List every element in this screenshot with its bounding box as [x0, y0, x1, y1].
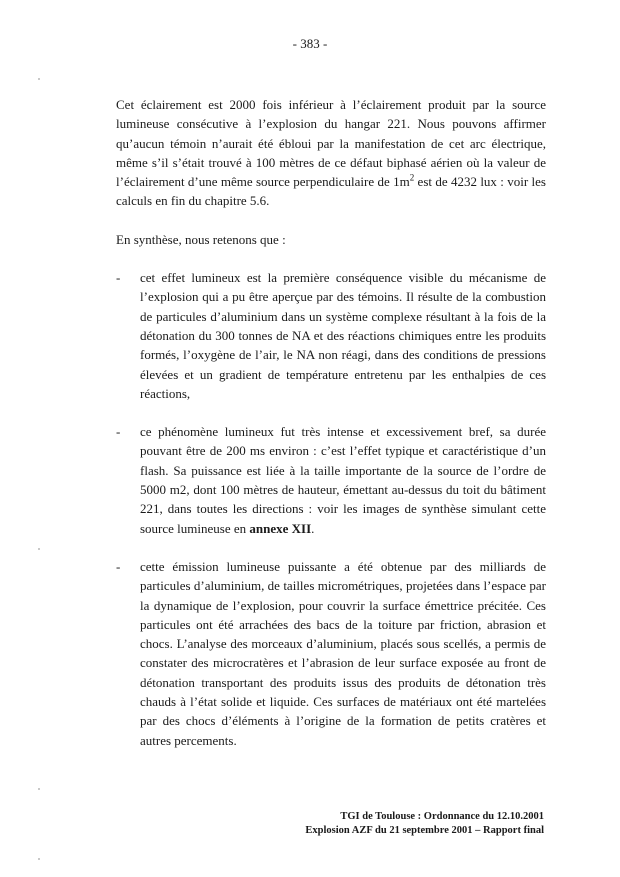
- document-body: [116, 95, 546, 769]
- margin-mark: [38, 788, 40, 790]
- list-item-text-end: .: [311, 520, 315, 536]
- synthesis-list: [116, 268, 546, 750]
- list-item: [116, 422, 546, 538]
- margin-mark: [38, 548, 40, 550]
- annex-reference: annexe XII: [249, 520, 312, 536]
- bullet-dash: -: [116, 270, 121, 286]
- page-footer: [305, 810, 544, 838]
- page-number: - 383 -: [292, 36, 328, 51]
- list-item-text: cette émission lumineuse puissante a été obtenue par des milliards de particules d’aluminium, de tailles micrométriques, projetées dans l’espace par la dynamique de l’explosion, pour couvrir la surface émettrice précitée. Ces particules ont été arrachées des bacs de la toiture par friction, abrasion et chocs. L’analyse des morceaux d’aluminium, placés sous scellés, a permis de constater des microcratères et l’abrasion de leur surface exposée au front de détonation transportant des produits issus des produits de détonation très chauds à l’état solide et liquide. Ces surfaces de matériaux ont été martelées par des chocs d’éléments à l’origine de la formation de petits cratères et autres percements.: [140, 558, 546, 748]
- paragraph-synthesis-intro: En synthèse, nous retenons que :: [116, 231, 286, 247]
- margin-mark: [38, 858, 40, 860]
- bullet-dash: -: [116, 424, 121, 440]
- paragraph-text: Cet éclairement est 2000 fois inférieur à l’éclairement produit par la source lumineuse consécutive à l’explosion du hangar 221. Nous pouvons affirmer qu’aucun témoin n’aurait été ébloui par la manifestation de cet arc électrique, même s’il s’était trouvé à 100 mètres de ce défaut biphasé aérien où la valeur de l’éclairement d’une même source perpendiculaire de 1m: [116, 97, 546, 190]
- bullet-dash: -: [116, 558, 121, 574]
- list-item-text: cet effet lumineux est la première conséquence visible du mécanisme de l’explosion qui a pu être aperçue par des témoins. Il résulte de la combustion de particules d’aluminium dans un système complexe résultant à la fois de la détonation du 300 tonnes de NA et des réactions chimiques entre les produits formés, l’oxygène de l’air, le NA non réagi, dans des conditions de pressions élevées et un gradient de température entretenu par les enthalpies de ces réactions,: [140, 270, 546, 401]
- paragraph-text-end: est de 4232 lux : voir les calculs en fin du chapitre 5.6.: [116, 174, 546, 209]
- margin-mark: [38, 78, 40, 80]
- list-item-text: ce phénomène lumineux fut très intense et excessivement bref, sa durée pouvant être de 200 ms environ : c’est l’effet typique et caractéristique d’un flash. Sa puissance est liée à la taille importante de la source de l’ordre de 5000 m2, dont 100 mètres de hauteur, émettant au-dessus du toit du bâtiment 221, dans toutes les directions : voir les images de synthèse simulant cette source lumineuse en: [140, 424, 546, 536]
- superscript-exponent: 2: [409, 172, 415, 183]
- list-item: [116, 557, 546, 750]
- list-item: [116, 268, 546, 403]
- footer-line-court: TGI de Toulouse : Ordonnance du 12.10.2001: [340, 811, 544, 822]
- paragraph-illuminance: [116, 95, 546, 211]
- footer-line-report: Explosion AZF du 21 septembre 2001 – Rapport final: [305, 825, 544, 836]
